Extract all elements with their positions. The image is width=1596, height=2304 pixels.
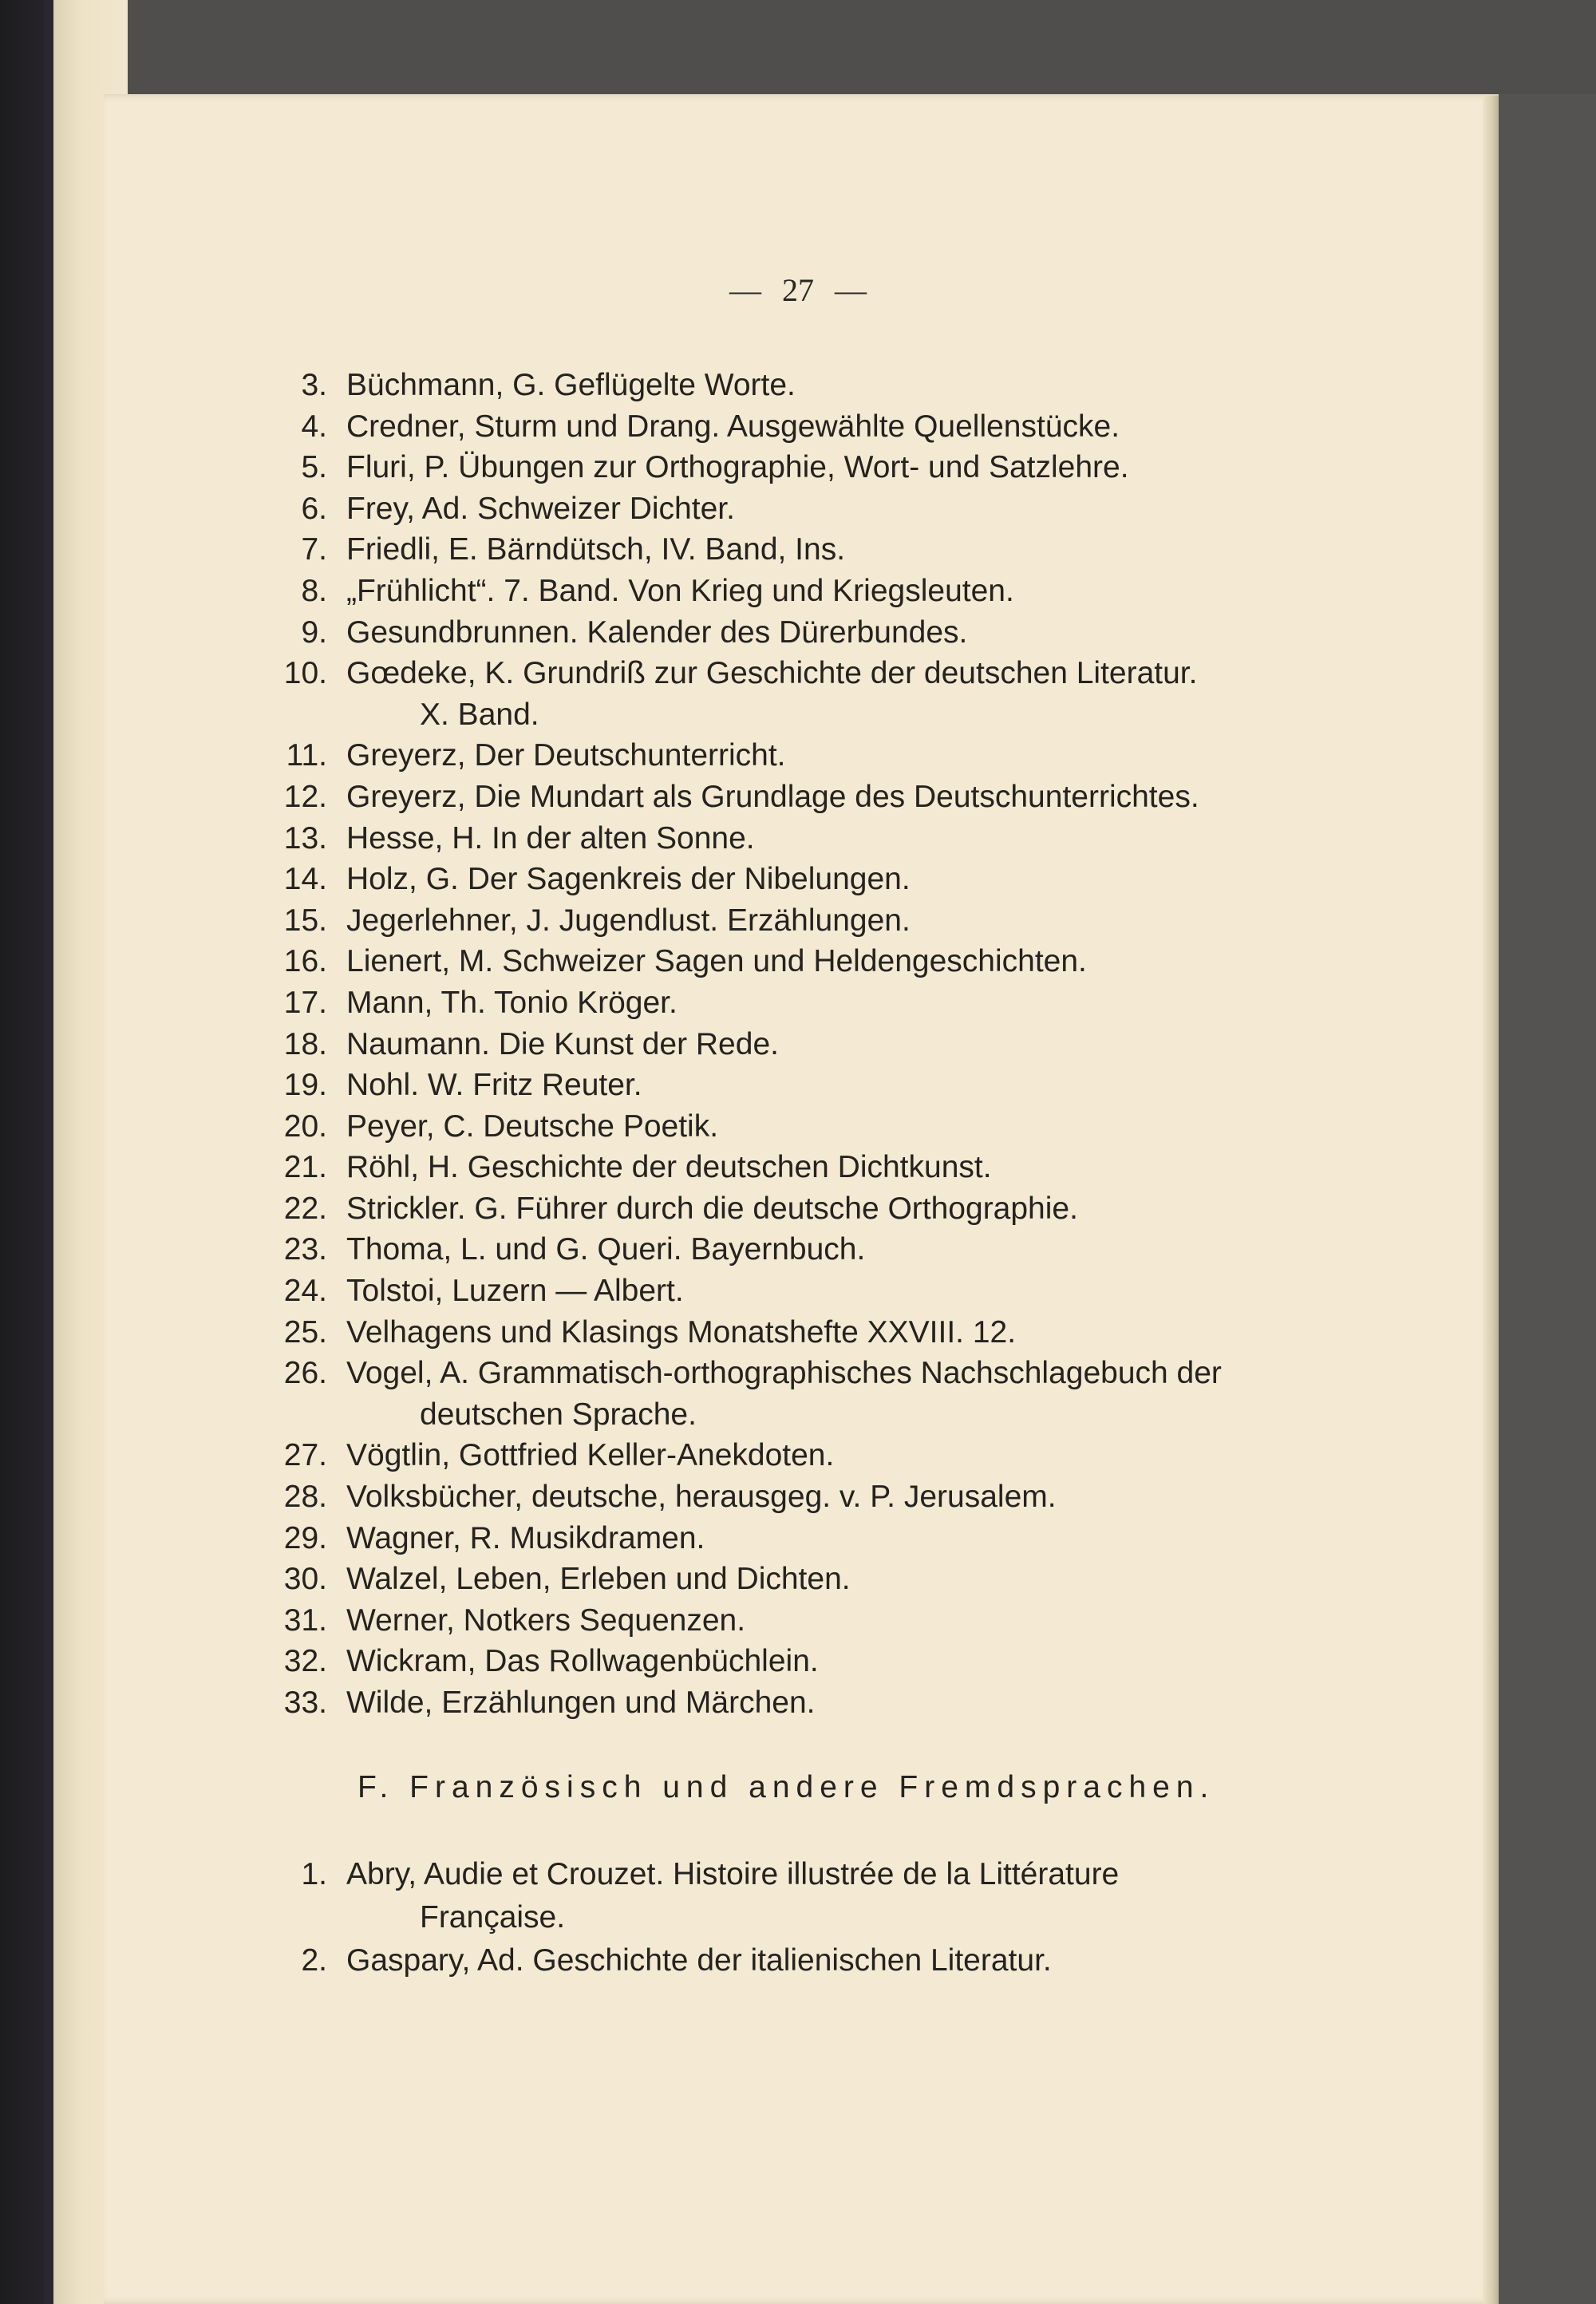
- item-number: 27.: [283, 1438, 327, 1473]
- item-text: Jegerlehner, J. Jugendlust. Erzählungen.: [346, 903, 911, 938]
- item-text: Holz, G. Der Sagenkreis der Nibelungen.: [346, 862, 911, 897]
- item-number: [239, 1898, 346, 1938]
- list-item: [239, 1106, 1341, 1148]
- literature-list: [239, 365, 1341, 1724]
- item-number: 6.: [301, 491, 327, 526]
- item-number: 26.: [283, 1356, 327, 1391]
- item-number: 19.: [283, 1068, 327, 1103]
- list-item: [239, 941, 1341, 982]
- foreign-language-list: [239, 1855, 1341, 1984]
- item-text: Wickram, Das Rollwagenbüchlein.: [346, 1644, 819, 1679]
- list-item: [239, 365, 1341, 406]
- list-item: [239, 612, 1341, 654]
- item-number: 14.: [283, 862, 327, 897]
- list-item: [239, 571, 1341, 612]
- item-number: [239, 694, 346, 736]
- list-item: [239, 1941, 1341, 1981]
- item-number: 25.: [283, 1314, 327, 1350]
- item-text: Gaspary, Ad. Geschichte der italienischen Literatur.: [346, 1943, 1052, 1978]
- item-text: Frey, Ad. Schweizer Dichter.: [346, 491, 735, 526]
- list-item: [239, 1188, 1341, 1230]
- list-item-continuation: [239, 1394, 1341, 1436]
- item-text: Röhl, H. Geschichte der deutschen Dichtkunst.: [346, 1150, 992, 1185]
- item-number: 30.: [283, 1562, 327, 1597]
- item-number: [239, 1394, 346, 1436]
- item-text: Velhagens und Klasings Monatshefte XXVIII. 12.: [346, 1314, 1017, 1350]
- list-item: [239, 1024, 1341, 1065]
- item-number: 4.: [301, 409, 327, 444]
- list-item: [239, 488, 1341, 530]
- list-item: [239, 1435, 1341, 1476]
- item-text: Greyerz, Die Mundart als Grundlage des Deutschunterrichtes.: [346, 779, 1199, 814]
- item-text: Wilde, Erzählungen und Märchen.: [346, 1686, 816, 1720]
- list-item: [239, 529, 1341, 571]
- list-item: [239, 982, 1341, 1024]
- item-text: Vogel, A. Grammatisch-orthographisches Nachschlagebuch der: [346, 1356, 1222, 1391]
- background-top: [128, 0, 1596, 94]
- item-number: 23.: [283, 1232, 327, 1267]
- binding-strip: [44, 0, 53, 2304]
- item-text: Gœdeke, K. Grundriß zur Geschichte der deutschen Literatur.: [346, 656, 1198, 691]
- item-text: Tolstoi, Luzern — Albert.: [346, 1274, 684, 1309]
- item-text: deutschen Sprache.: [420, 1397, 697, 1432]
- item-number: 31.: [283, 1603, 327, 1638]
- item-text: Lienert, M. Schweizer Sagen und Heldengeschichten.: [346, 944, 1087, 979]
- item-number: 33.: [283, 1686, 327, 1720]
- item-number: 29.: [283, 1520, 327, 1555]
- item-text: Walzel, Leben, Erleben und Dichten.: [346, 1562, 851, 1597]
- item-number: 24.: [283, 1274, 327, 1309]
- page-edge: [1483, 96, 1499, 2304]
- item-text: Mann, Th. Tonio Kröger.: [346, 985, 678, 1020]
- section-heading: F. Französisch und andere Fremdsprachen.: [358, 1770, 1215, 1804]
- list-item: [239, 777, 1341, 818]
- item-text: Werner, Notkers Sequenzen.: [346, 1603, 746, 1638]
- item-number: 20.: [283, 1109, 327, 1144]
- item-text: Vögtlin, Gottfried Keller-Anekdoten.: [346, 1438, 835, 1473]
- item-number: 5.: [301, 450, 327, 485]
- item-number: 10.: [283, 656, 327, 691]
- item-number: 9.: [301, 615, 327, 650]
- list-item: [239, 818, 1341, 860]
- item-number: 17.: [283, 985, 327, 1020]
- item-text: Greyerz, Der Deutschunterricht.: [346, 738, 786, 773]
- list-item: [239, 1476, 1341, 1518]
- item-text: „Frühlicht“. 7. Band. Von Krieg und Kriegsleuten.: [346, 573, 1014, 608]
- item-number: 18.: [283, 1026, 327, 1061]
- item-text: Wagner, R. Musikdramen.: [346, 1520, 705, 1555]
- page-number: — 27 —: [729, 272, 867, 308]
- list-item: [239, 859, 1341, 900]
- list-item: [239, 653, 1341, 694]
- item-text: Credner, Sturm und Drang. Ausgewählte Quellenstücke.: [346, 409, 1120, 444]
- item-text: Peyer, C. Deutsche Poetik.: [346, 1109, 719, 1144]
- item-number: 15.: [283, 903, 327, 938]
- list-item: [239, 1559, 1341, 1600]
- item-number: 21.: [283, 1150, 327, 1185]
- item-number: 22.: [283, 1191, 327, 1226]
- list-item: [239, 1271, 1341, 1312]
- list-item: [239, 735, 1341, 777]
- list-item: [239, 1312, 1341, 1354]
- list-item: [239, 1518, 1341, 1559]
- item-number: 3.: [301, 368, 327, 402]
- item-text: Fluri, P. Übungen zur Orthographie, Wort- und Satzlehre.: [346, 450, 1129, 485]
- list-item: [239, 1065, 1341, 1106]
- list-item: [239, 900, 1341, 942]
- item-text: Strickler. G. Führer durch die deutsche Orthographie.: [346, 1191, 1078, 1226]
- item-number: 8.: [301, 573, 327, 608]
- list-item: [239, 406, 1341, 448]
- item-text: Naumann. Die Kunst der Rede.: [346, 1026, 779, 1061]
- list-item: [239, 1353, 1341, 1394]
- item-number: 7.: [301, 532, 327, 567]
- item-number: 16.: [283, 944, 327, 979]
- item-number: 32.: [283, 1644, 327, 1679]
- list-item: [239, 1682, 1341, 1724]
- item-text: Gesundbrunnen. Kalender des Dürerbundes.: [346, 615, 968, 650]
- item-text: Volksbücher, deutsche, herausgeg. v. P. Jerusalem.: [346, 1480, 1057, 1515]
- item-text: Hesse, H. In der alten Sonne.: [346, 820, 755, 856]
- item-text: Française.: [420, 1900, 566, 1934]
- list-item: [239, 447, 1341, 488]
- item-text: Friedli, E. Bärndütsch, IV. Band, Ins.: [346, 532, 846, 567]
- item-number: 12.: [283, 779, 327, 814]
- item-text: Abry, Audie et Crouzet. Histoire illustrée de la Littérature: [346, 1857, 1120, 1891]
- item-text: Thoma, L. und G. Queri. Bayernbuch.: [346, 1232, 866, 1267]
- item-text: Büchmann, G. Geflügelte Worte.: [346, 368, 796, 402]
- item-number: 2.: [301, 1943, 327, 1978]
- item-number: 11.: [286, 738, 327, 773]
- item-number: 1.: [301, 1857, 327, 1891]
- list-item: [239, 1229, 1341, 1271]
- item-text: X. Band.: [420, 697, 539, 732]
- item-number: 13.: [283, 820, 327, 856]
- list-item: [239, 1855, 1341, 1895]
- list-item-continuation: [239, 694, 1341, 736]
- list-item: [239, 1600, 1341, 1642]
- list-item: [239, 1147, 1341, 1188]
- list-item: [239, 1641, 1341, 1682]
- item-number: 28.: [283, 1480, 327, 1515]
- list-item-continuation: [239, 1898, 1341, 1938]
- item-text: Nohl. W. Fritz Reuter.: [346, 1068, 642, 1103]
